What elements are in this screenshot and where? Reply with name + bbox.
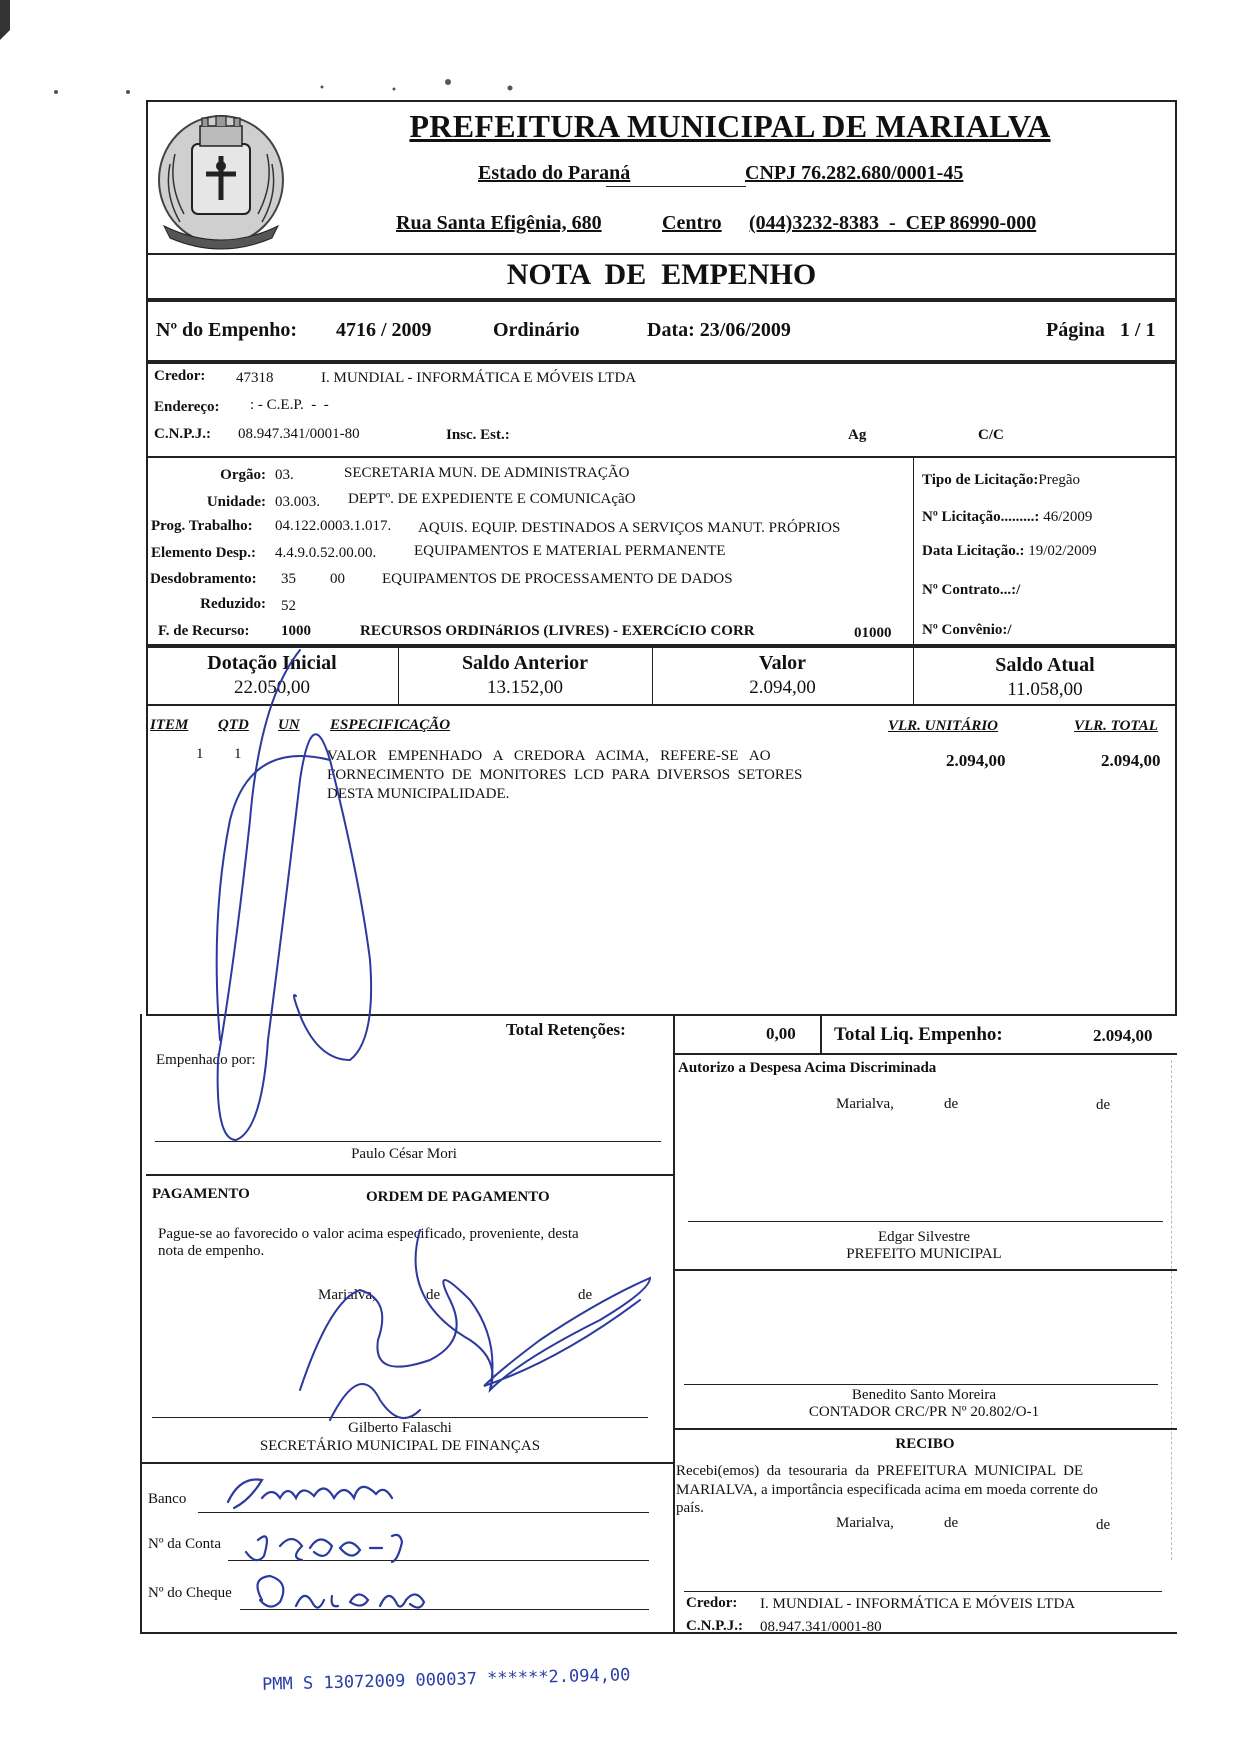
recibo-de1: de <box>944 1515 959 1531</box>
header-district: Centro <box>662 212 722 234</box>
cnpj-value: 08.947.341/0001-80 <box>238 426 360 442</box>
convenio-label: Nº Convênio:/ <box>922 622 1012 638</box>
elemento-label: Elemento Desp.: <box>151 545 256 561</box>
recibo-text3: país. <box>676 1500 704 1516</box>
desdobramento-desc: EQUIPAMENTOS DE PROCESSAMENTO DE DADOS <box>382 571 733 587</box>
recurso-desc: RECURSOS ORDINáRIOS (LIVRES) - EXERCíCIO CORR <box>360 623 755 639</box>
item-desc-line3: DESTA MUNICIPALIDADE. <box>327 786 510 802</box>
credor-code: 47318 <box>236 370 274 386</box>
saldo-anterior-label: Saldo Anterior <box>461 652 589 674</box>
item-desc-line1: VALOR EMPENHADO A CREDORA ACIMA, REFERE-SE AO <box>327 748 771 764</box>
recibo-credor-label: Credor: <box>686 1595 738 1611</box>
empenhado-name: Paulo César Mori <box>351 1146 457 1162</box>
recurso-num: 01000 <box>854 625 892 641</box>
col-qtd: QTD <box>218 717 249 733</box>
num-licitacao-label: Nº Licitação.........: 46/2009 <box>922 509 1093 525</box>
recibo-text2: MARIALVA, a importância especificada acima em moeda corrente do <box>676 1482 1098 1498</box>
document-title: NOTA DE EMPENHO <box>506 258 817 291</box>
empenho-number: 4716 / 2009 <box>336 319 432 341</box>
ordem-pagamento-title: ORDEM DE PAGAMENTO <box>366 1189 550 1205</box>
empenho-tipo: Ordinário <box>493 319 580 341</box>
credor-name: I. MUNDIAL - INFORMÁTICA E MÓVEIS LTDA <box>321 370 637 386</box>
ag-label: Ag <box>848 427 867 443</box>
prog-desc: AQUIS. EQUIP. DESTINADOS A SERVIÇOS MANUT. PRÓPRIOS <box>418 520 841 536</box>
recurso-code: 1000 <box>281 623 311 639</box>
col-vlr-unitario: VLR. UNITÁRIO <box>888 718 999 734</box>
autorizo-de2: de <box>1096 1097 1111 1113</box>
col-un: UN <box>278 717 300 733</box>
unidade-code: 03.003. <box>275 494 320 510</box>
coat-of-arms-logo <box>150 104 292 254</box>
endereco-label: Endereço: <box>154 399 220 415</box>
secretario-name: Gilberto Falaschi <box>348 1420 452 1436</box>
item-qtd: 1 <box>234 746 242 762</box>
header-state: Estado do Paraná <box>478 162 631 184</box>
valor-label: Valor <box>758 652 807 674</box>
item-number: 1 <box>196 746 204 762</box>
dotacao-label: Dotação Inicial <box>207 652 337 674</box>
orgao-desc: SECRETARIA MUN. DE ADMINISTRAÇÃO <box>344 465 630 481</box>
payment-stamp: PMM S 13072009 000037 ******2.094,00 <box>261 1665 631 1695</box>
elemento-code: 4.4.9.0.52.00.00. <box>275 545 377 561</box>
autorizo-city: Marialva, <box>836 1096 894 1112</box>
lower-section <box>140 1014 1177 1634</box>
conta-label: Nº da Conta <box>148 1536 221 1552</box>
recibo-text1: Recebi(emos) da tesouraria da PREFEITURA MUNICIPAL DE <box>676 1463 1084 1479</box>
autorizo-de1: de <box>944 1096 959 1112</box>
saldo-anterior-value: 13.152,00 <box>487 677 563 698</box>
desdobramento-label: Desdobramento: <box>150 571 257 587</box>
col-vlr-total: VLR. TOTAL <box>1074 718 1158 734</box>
desdobramento-code: 35 <box>281 571 296 587</box>
cc-label: C/C <box>978 427 1004 443</box>
header-phone-cep: (044)3232-8383 - CEP 86990-000 <box>749 212 1037 234</box>
header-title: PREFEITURA MUNICIPAL DE MARIALVA <box>409 108 1051 144</box>
recurso-label: F. de Recurso: <box>158 623 250 639</box>
pagamento-text2: nota de empenho. <box>158 1243 265 1259</box>
pagamento-de2: de <box>578 1287 593 1303</box>
reduzido-value: 52 <box>281 598 296 614</box>
recibo-title: RECIBO <box>895 1436 955 1452</box>
total-retencoes-value: 0,00 <box>766 1024 796 1043</box>
pagamento-city: Marialva, <box>318 1287 376 1303</box>
total-retencoes-label: Total Retenções: <box>506 1020 626 1039</box>
header-cnpj: CNPJ 76.282.680/0001-45 <box>745 162 964 184</box>
pagamento-de1: de <box>426 1287 441 1303</box>
item-desc-line2: FORNECIMENTO DE MONITORES LCD PARA DIVERSOS SETORES <box>327 767 803 783</box>
recibo-de2: de <box>1096 1517 1111 1533</box>
prog-code: 04.122.0003.1.017. <box>275 518 392 534</box>
secretario-role: SECRETÁRIO MUNICIPAL DE FINANÇAS <box>259 1438 541 1454</box>
contador-role: CONTADOR CRC/PR Nº 20.802/O-1 <box>808 1404 1040 1420</box>
orgao-code: 03. <box>275 467 294 483</box>
empenho-data: Data: 23/06/2009 <box>647 319 791 341</box>
empenhado-label: Empenhado por: <box>156 1052 256 1068</box>
saldo-atual-value: 11.058,00 <box>1007 679 1083 700</box>
header-address: Rua Santa Efigênia, 680 <box>396 212 602 234</box>
recibo-city: Marialva, <box>836 1515 894 1531</box>
empenho-label: Nº do Empenho: <box>156 319 298 341</box>
total-liquido-value: 2.094,00 <box>1093 1026 1153 1045</box>
endereco-value: : - C.E.P. - - <box>250 397 329 413</box>
recibo-cnpj-label: C.N.P.J.: <box>686 1618 743 1634</box>
page-number: Página 1 / 1 <box>1046 319 1156 341</box>
unidade-label: Unidade: <box>206 494 266 510</box>
unidade-desc: DEPTº. DE EXPEDIENTE E COMUNICAçãO <box>348 491 636 507</box>
data-licitacao-label: Data Licitação.: 19/02/2009 <box>922 543 1097 559</box>
dotacao-value: 22.050,00 <box>234 677 310 698</box>
prog-label: Prog. Trabalho: <box>151 518 253 534</box>
total-liquido-label: Total Liq. Empenho: <box>834 1024 1003 1045</box>
pagamento-label: PAGAMENTO <box>152 1186 250 1202</box>
cheque-label: Nº do Cheque <box>148 1585 232 1601</box>
orgao-label: Orgão: <box>220 467 266 483</box>
valor-value: 2.094,00 <box>749 677 816 698</box>
contador-name: Benedito Santo Moreira <box>851 1387 997 1403</box>
desdobramento-sub: 00 <box>330 571 345 587</box>
pagamento-text1: Pague-se ao favorecido o valor acima especificado, proveniente, desta <box>158 1226 579 1242</box>
prefeito-name: Edgar Silvestre <box>877 1229 971 1245</box>
prefeito-role: PREFEITO MUNICIPAL <box>846 1246 1002 1262</box>
banco-label: Banco <box>148 1491 187 1507</box>
col-especificacao: ESPECIFICAÇÃO <box>330 717 451 733</box>
reduzido-label: Reduzido: <box>200 596 266 612</box>
col-item: ITEM <box>150 717 189 733</box>
insc-label: Insc. Est.: <box>446 427 510 443</box>
credor-label: Credor: <box>154 368 206 384</box>
recibo-cnpj-value: 08.947.341/0001-80 <box>760 1619 882 1635</box>
saldo-atual-label: Saldo Atual <box>995 654 1095 676</box>
autorizo-title: Autorizo a Despesa Acima Discriminada <box>678 1060 937 1076</box>
contrato-label: Nº Contrato...:/ <box>922 582 1021 598</box>
cnpj-label: C.N.P.J.: <box>154 426 211 442</box>
elemento-desc: EQUIPAMENTOS E MATERIAL PERMANENTE <box>414 543 726 559</box>
recibo-credor-value: I. MUNDIAL - INFORMÁTICA E MÓVEIS LTDA <box>760 1596 1076 1612</box>
tipo-licitacao-label: Tipo de Licitação:Pregão <box>922 472 1081 488</box>
item-vlr-total: 2.094,00 <box>1101 751 1161 770</box>
item-vlr-unitario: 2.094,00 <box>946 751 1006 770</box>
